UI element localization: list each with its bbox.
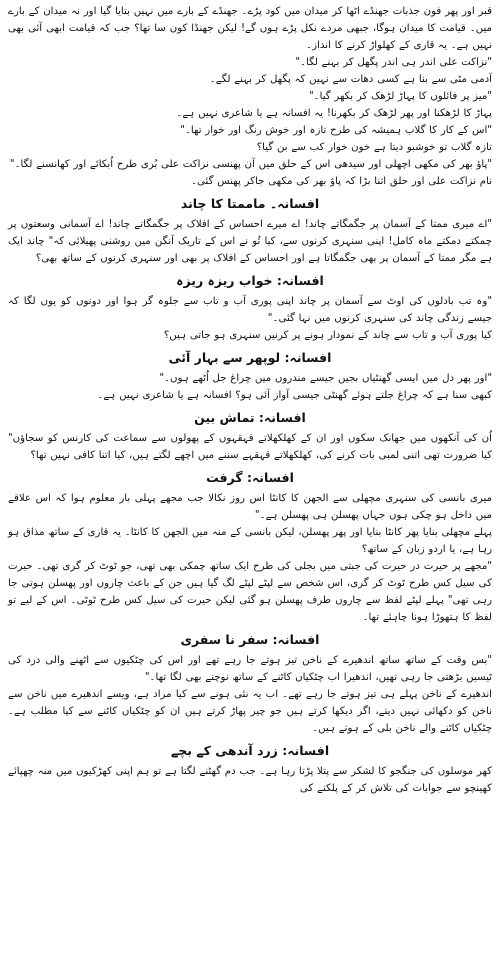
paragraph: آدمی مٹی سے بنا ہے کسی دھات سے نہیں کہ پگھل کر بہنے لگے۔	[209, 74, 492, 85]
paragraph: کیا پوری آب و تاب سے چاند کے نمودار ہونے پر کرنیں سنہری ہو جاتی ہیں؟	[163, 330, 492, 341]
section-heading: افسانہ: تماش بین	[194, 410, 306, 425]
section-lo-phir-se-bahar-aayi	[8, 348, 492, 404]
quote: "اور پھر دل میں ایسی گھنٹیاں بجیں جیسے مندروں میں چراغ جل اُٹھے ہوں۔"	[159, 373, 492, 384]
section-heading: افسانہ۔ ماممتا کا چاند	[180, 196, 320, 211]
section-heading: افسانہ: سفر نا سفری	[180, 632, 320, 647]
section-tamash-been	[8, 408, 492, 464]
section-mamta-ka-chand	[8, 194, 492, 267]
quote: "بس وقت کے ساتھ ساتھ اندھیرے کے ناخن تیز ہوتے جا رہے تھے اور اس کی چٹکیوں سے اٹھنے والی درد کی ٹیسیں بڑھتی جا رہی تھیں، اندھیرا اب چٹکیاں کاٹنے کے ساتھ نوچنے بھی لگا تھا۔"	[8, 655, 492, 683]
quote: "مجھے پر حیرت در حیرت کی جبتی میں بجلی کی طرح ایک ساتھ چمکی بھی تھی، جو ٹوٹ کر گری تھی۔ حیرت کی سیل کس طرح ٹوٹ کر گری، اس شخص سے لپٹے لپٹے لگ گیا ہیں جن کے باعث چاروں اور پھسلن ہوتی جا رہی تھی" پہلے لپٹے لفظ سے چاروں طرف پھسلن ہو گئی لیکن حیرت کی سیل کس طرح ٹوٹی۔ اس کے لیے تو لفظ کا ہتھوڑا ہونا چاہئے تھا۔	[8, 561, 492, 623]
quote: "پاؤ بھر کی مکھی اچھلی اور سیدھی اس کے حلق میں آن پھنسی نزاکت علی بُری طرح اُبکائے اور کھانسنے لگا۔"	[9, 159, 492, 170]
paragraph: پہاڑ کا لڑھکنا اور پھر لڑھک کر بکھرنا! یہ افسانہ ہے یا شاعری نہیں ہے۔	[176, 108, 492, 119]
quote: "میز پر فائلوں کا پہاڑ لڑھک کر بکھر گیا۔"	[308, 91, 492, 102]
quote: "اے میری ممتا کے آسمان پر جگمگاتے چاند! اے میرے احساس کے افلاک پر جگمگاتے چاند! اے آسمانی وسعتوں پر چمکتے دمکتے ماہ کامل! اپنی سنہری کرنوں سے، کیا تُو نے اس کے تاریک آنگن میں روشنی پھیلائی کہ" چاند ایک ہے مگر ممتا کے آسمان پر بھی جگمگاتا ہے اور احساس کے افلاک پر بھی اور سنہری کرنوں کے ساتھ بھی؟	[8, 219, 492, 264]
section-safar-na-safri	[8, 630, 492, 737]
section-heading: افسانہ: خواب ریزہ ریزہ	[176, 273, 324, 288]
quote: "نزاکت علی اندر ہی اندر پگھل کر بہنے لگا۔"	[295, 57, 492, 68]
quote: "اس کے کار کا گلاب ہمیشہ کی طرح تازہ اور خوش رنگ اور خوار تھا۔"	[180, 125, 492, 136]
section-heading: افسانہ: زرد آندھی کے بچے	[170, 743, 330, 758]
quote: "وہ تب بادلوں کی اوٹ سے آسمان پر چاند اپنی پوری آب و تاب سے جلوہ گر ہوا اور دونوں کو یوں لگا کہ جیسے زندگی چاند کی سنہری کرنوں میں نہا گئی۔"	[8, 296, 492, 324]
paragraph: کبھی سنا ہے کہ چراغ جلتے ہوئے گھنٹی جیسی آواز آئی ہو؟ افسانہ ہے یا شاعری نہیں ہے۔	[97, 390, 492, 401]
paragraph: کھر موسلوں کی جنگجو کا لشکر سے پتلا پڑتا رہا ہے۔ جب دم گھٹنے لگتا ہے تو ہم اپنی کھڑکیوں میں منہ چھپائے کھینچو سے جوابات کی تلاش کر کے پلکنے کی	[8, 766, 492, 794]
section-giraft	[8, 468, 492, 626]
section-khwab-reza-reza	[8, 271, 492, 344]
paragraph: قبر اور پھر فون جذبات جھنڈے اٹھا کر میدان میں کود پڑے۔ جھنڈے کے بارے میں نہیں بتایا گیا اور نہ میدان کے بارے میں۔ قیامت کا میدان ہوگا، جبھی مردے نکل پڑے ہوں گے! لیکن جھنڈا کون سا تھا؟ جب کہ قیامت ابھی آئی بھی نہیں ہے۔ یہ قاری کے کھلواڑ کرنے کا انداز۔	[8, 6, 492, 51]
paragraph: تازہ گلاب تو خوشبو دیتا ہے خون خوار کب سے بن گیا؟	[256, 142, 492, 153]
section-zard-aandhi-ke-bachche	[8, 741, 492, 797]
paragraph: اندھیرے کے ناخن پہلے ہی تیز ہوتے جا رہے تھے۔ اب یہ نئی ہونے سے کیا مراد ہے، ویسے اندھیرے میں ناخن سے ناخن کو دکھائی نہیں دیتے، اگر دیکھا کرتے ہیں جو چیر پھاڑ کرتے ہیں ان کو چٹکیاں کاٹنے سے کیا مطلب ہے۔ چٹکیاں کاٹنے والے ناخن بلی کے ہوتے ہیں۔	[8, 689, 492, 734]
paragraph: نام نزاکت علی اور حلق اتنا بڑا کہ پاؤ بھر کی مکھی جاکر پھنس گئی۔	[191, 176, 492, 187]
section-intro	[8, 3, 492, 190]
section-heading: افسانہ: لوپھر سے بہار آئی	[168, 350, 332, 365]
section-heading: افسانہ: گرفت	[206, 470, 294, 485]
quote: میری بانسی کی سنہری مچھلی سے الجھن کا کانٹا اس روز نکالا جب مجھے پہلی بار معلوم ہوا کہ اس علاقے میں داخل ہو چکی ہوں جہاں پھسلن ہی پھسلن ہے۔"	[8, 493, 492, 521]
paragraph: پہلے مچھلی بنایا پھر کانٹا بنایا اور پھر پھسلن، لیکن بانسی کے منہ میں الجھن کا کانٹا۔ یہ قاری کے ساتھ مذاق ہو رہا ہے، یا اردو زبان کے ساتھ؟	[8, 527, 492, 555]
quote: اُن کی آنکھوں میں جھانک سکوں اور ان کے کھلکھلاتے قہقہوں کے پھولوں سے سماعت کی کارنس کو سجاؤں" کیا ضرورت تھی اتنی لمبی بات کرنے کی، کھلکھلاتے قہقہے سننے میں اچھے لگتے ہیں، کیا اتنا کافی نہیں تھا؟	[8, 433, 492, 461]
